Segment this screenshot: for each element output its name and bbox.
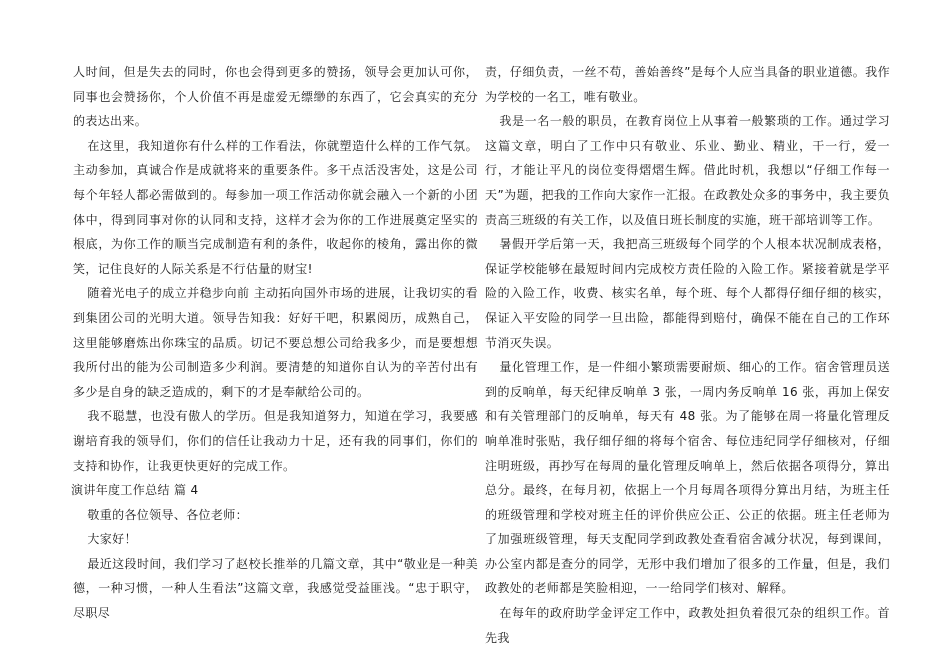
body-paragraph: 我不聪慧，也没有傲人的学历。但是我知道努力，知道在学习，我要感谢培育我的领导们，你们的信任让我动力十足，还有我的同事们，你们的支持和协作，让我更快更好的完成工作。 — [73, 409, 478, 473]
body-paragraph: 量化管理工作，是一件细小繁琐需要耐烦、细心的工作。宿舍管理员送到的反响单，每天纪律反响单 3 张，一周内务反响单 16 张，再加上保安和有关管理部门的反响单，每天有 48 张。为了能够在周一将量化管理反响单准时张贴，我仔细仔细的将每个宿舍、每位违纪同学仔细核对，仔细注明班级，再抄写在每周的量化管理反响单上，然后依据各项得分，算出总分。最终，在每月初，依据上一个月每周各项得分算出月结，为班主任的班级管理和学校对班主任的评价供应公正、公正的依据。班主任老师为了加强班级管理，每天支配同学到政教处查看宿舍减分状况，每到课间，办公室内都是查分的同学，无形中我们增加了很多的工作量，但是，我们政教处的老师都是笑脸相迎，一一给同学们核对、解释。 — [485, 360, 890, 596]
body-paragraph: 暑假开学后第一天，我把高三班级每个同学的个人根本状况制成表格，保证学校能够在最短时间内完成校方责任险的入险工作。紧接着就是学平险的入险工作，收费、核实名单，每个班、每个人都得仔细仔细的核实，保证入平安险的同学一旦出险，都能得到赔付，确保不能在自己的工作环节消灭失误。 — [485, 237, 890, 350]
body-paragraph: 我是一名一般的职员，在教育岗位上从事着一般繁琐的工作。通过学习这篇文章，明白了工作中只有敬业、乐业、勤业、精业，干一行，爱一行，才能让平凡的岗位变得熠熠生辉。借此时机，我想以“仔细工作每一天”为题，把我的工作向大家作一汇报。在政教处众多的事务中，我主要负责高三班级的有关工作，以及值日班长制度的实施，班干部培训等工作。 — [485, 114, 890, 227]
body-paragraph: 责，仔细负责，一丝不苟，善始善终”是每个人应当具备的职业道德。我作为学校的一名工，唯有敬业。 — [485, 65, 890, 104]
body-paragraph: 随着光电子的成立并稳步向前 主动拓向国外市场的进展，让我切实的看到集团公司的光明大道。领导告知我：好好干吧，积累阅历，成熟自己，这里能够磨炼出你珠宝的品质。切记不要总想公司给我多少，而是要想想我所付出的能为公司制造多少利润。要清楚的知道你自认为的辛苦付出有多少是自身的缺乏造成的，剩下的才是奉献给公司的。 — [73, 286, 478, 399]
body-paragraph: 在每年的政府助学金评定工作中，政教处担负着很冗杂的组织工作。首先我 — [485, 606, 890, 645]
body-paragraph: 大家好！ — [87, 532, 137, 547]
body-paragraph: 最近这段时间，我们学习了赵校长推举的几篇文章，其中“敬业是一种美德，一种习惯，一种人生看法”这篇文章，我感觉受益匪浅。“忠于职守，尽职尽 — [73, 556, 478, 621]
section-heading: 演讲年度工作总结 篇 4 — [71, 483, 199, 498]
left-text-column — [73, 60, 478, 626]
right-text-column — [485, 60, 890, 650]
body-paragraph: 敬重的各位领导、各位老师： — [87, 507, 248, 522]
body-paragraph: 人时间，但是失去的同时，你也会得到更多的赞扬，领导会更加认可你，同事也会赞扬你，个人价值不再是虚爱无缥缈的东西了，它会真实的充分的表达出来。 — [73, 65, 478, 129]
body-paragraph: 在这里，我知道你有什么样的工作看法，你就塑造什么样的工作气氛。主动参加，真诚合作是成就将来的重要条件。多干点活没害处，这是公司每个年轻人都必需做到的。每参加一项工作活动你就会融入一个新的小团体中，得到同事对你的认同和支持，这样才会为你的工作进展奠定坚实的根底，为你工作的顺当完成制造有利的条件，收起你的棱角，露出你的微笑，记住良好的人际关系是不行估量的财宝! — [73, 138, 478, 276]
